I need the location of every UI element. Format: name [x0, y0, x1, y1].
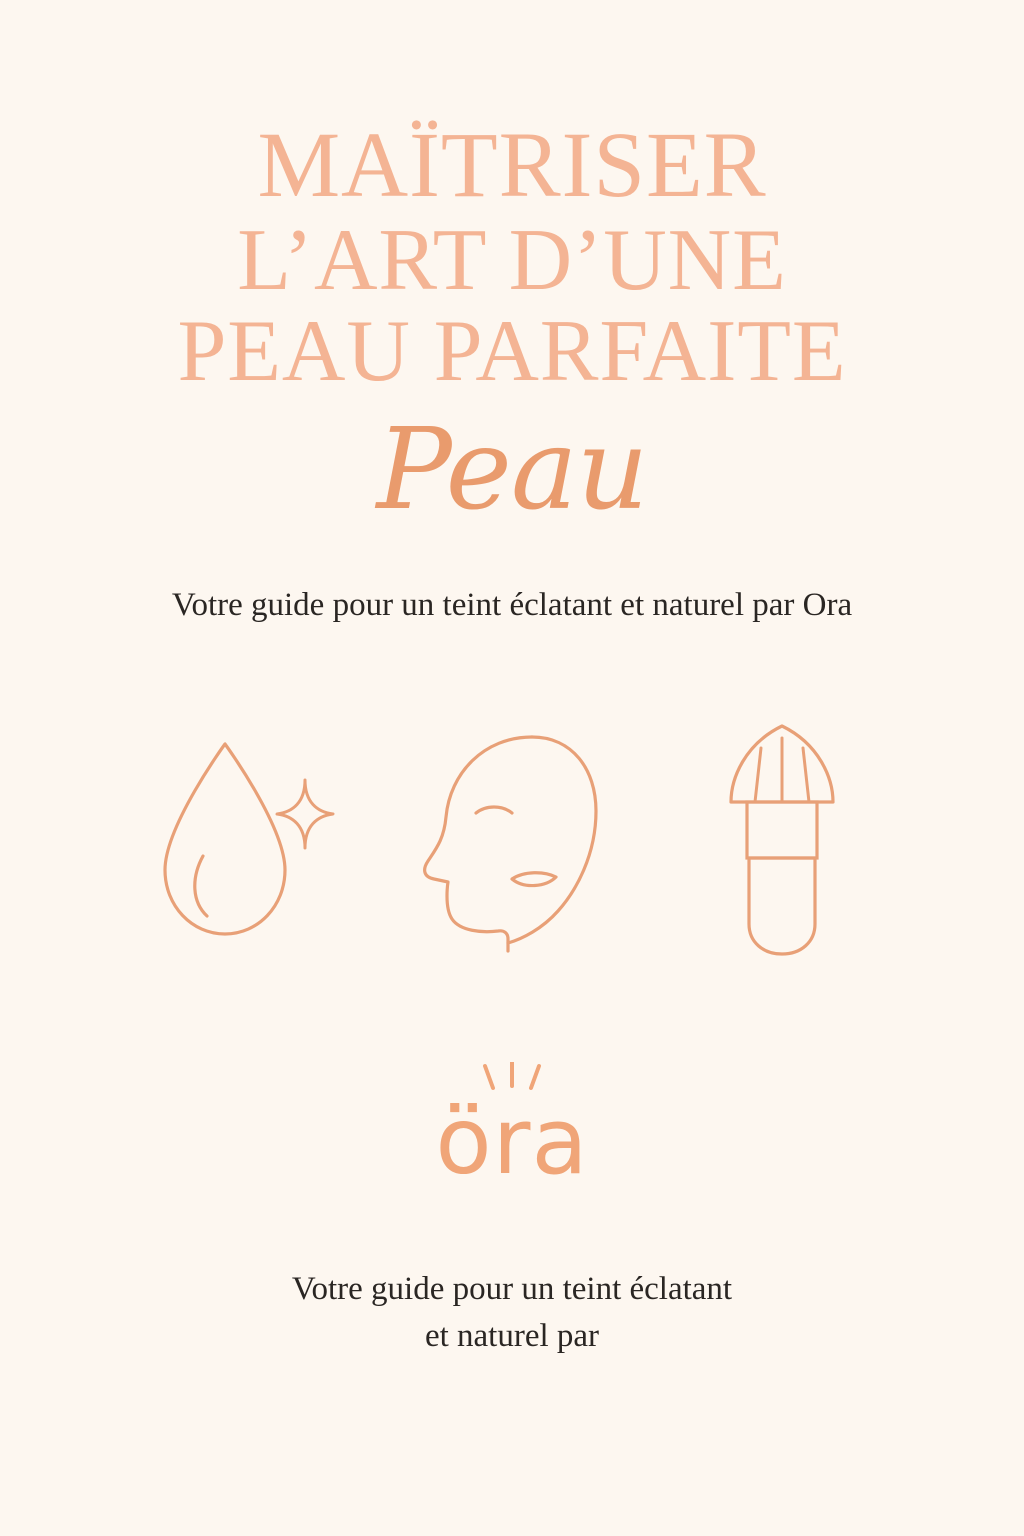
brand-wordmark: öra: [435, 1087, 589, 1195]
icon-cell-brush: [662, 716, 902, 966]
headline-line-2: L’ART D’UNE: [237, 211, 787, 309]
icon-cell-drop: [122, 726, 362, 956]
subtitle-text: Votre guide pour un teint éclatant et naturel par Ora: [171, 586, 853, 623]
page-title: [0, 114, 1024, 401]
water-drop-sparkle-icon: [147, 726, 337, 956]
footer-text: [162, 1266, 862, 1360]
face-profile-icon: [412, 721, 612, 961]
icon-row: [122, 716, 902, 966]
script-subtitle-word: Peau: [376, 404, 648, 535]
footer-line-2: et naturel par: [424, 1317, 600, 1354]
footer-line-1: Votre guide pour un teint éclatant: [291, 1270, 733, 1307]
icon-cell-face: [392, 721, 632, 961]
makeup-brush-icon: [697, 716, 867, 966]
headline-line-1: MAÏTRISER: [257, 114, 767, 217]
brand-logo: [435, 1062, 589, 1195]
headline-line-3: PEAU PARFAITE: [177, 303, 847, 401]
